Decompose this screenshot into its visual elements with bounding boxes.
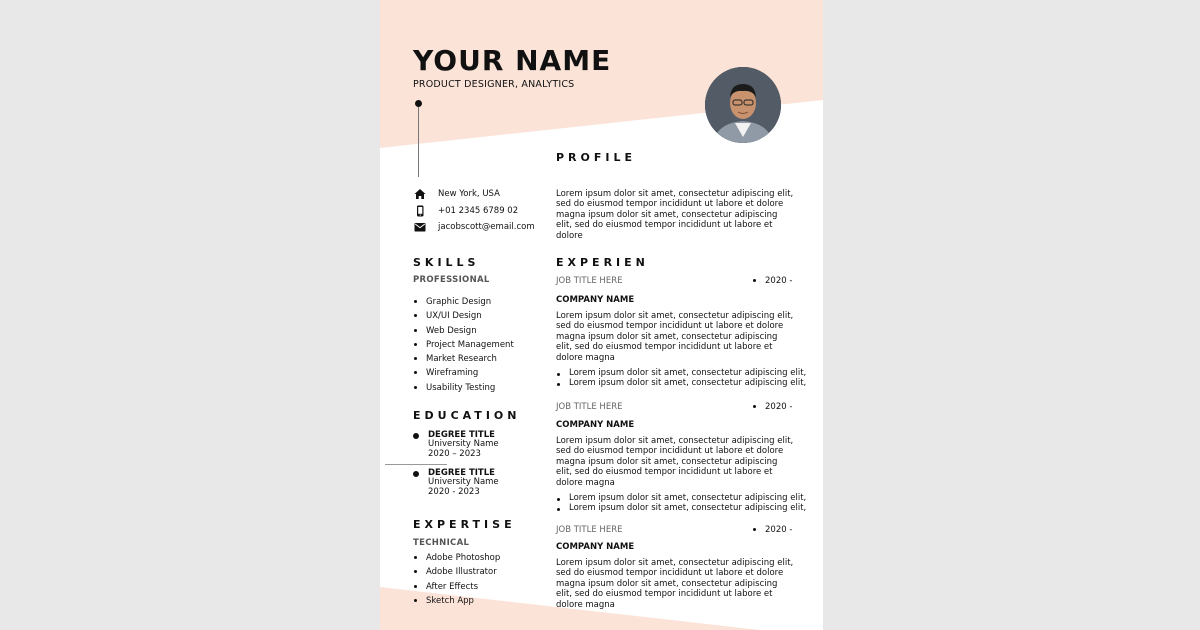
skill-item: Market Research [413, 352, 514, 366]
mail-icon [413, 220, 427, 234]
company-name: COMPANY NAME [556, 420, 635, 430]
degree-title: DEGREE TITLE [428, 430, 495, 440]
skill-item: Web Design [413, 324, 514, 338]
contact-location [413, 187, 500, 201]
home-icon [413, 187, 427, 201]
job-bullets [556, 493, 806, 514]
expertise-item: Adobe Illustrator [413, 565, 500, 579]
contact-phone [413, 204, 518, 218]
candidate-name: YOUR NAME [413, 44, 612, 77]
timeline-dot [415, 100, 422, 107]
contact-text: +01 2345 6789 02 [438, 206, 519, 216]
job-bullets [556, 368, 806, 389]
job-description: Lorem ipsum dolor sit amet, consectetur adipiscing elit, sed do eiusmod tempor incididunt ut labore et dolore magna ipsum dolor sit amet, consectetur adipiscing elit, sed do eiusmod tempor incididunt ut labore et dolore magna [556, 311, 794, 363]
education-heading: EDUCATION [413, 409, 521, 422]
job-bullet: Lorem ipsum dolor sit amet, consectetur adipiscing elit, [556, 378, 806, 388]
job-date: 2020 - [753, 525, 792, 535]
person-photo-icon [705, 67, 781, 143]
profile-heading: PROFILE [556, 151, 637, 164]
job-title: JOB TITLE HERE [556, 525, 623, 535]
education-dot [413, 433, 419, 439]
contact-text: jacobscott@email.com [438, 222, 535, 232]
expertise-item: Adobe Photoshop [413, 551, 500, 565]
degree-title: DEGREE TITLE [428, 468, 495, 478]
skill-item: Usability Testing [413, 381, 514, 395]
phone-icon [413, 204, 427, 218]
skills-subheading: PROFESSIONAL [413, 275, 490, 285]
university-name: University Name [428, 477, 499, 487]
timeline-line [418, 107, 419, 177]
education-divider [385, 464, 447, 465]
company-name: COMPANY NAME [556, 295, 635, 305]
profile-photo [705, 67, 781, 143]
skill-item: Graphic Design [413, 295, 514, 309]
job-description: Lorem ipsum dolor sit amet, consectetur adipiscing elit, sed do eiusmod tempor incididunt ut labore et dolore magna ipsum dolor sit amet, consectetur adipiscing elit, sed do eiusmod tempor incididunt ut labore et dolore magna [556, 436, 794, 488]
skill-item: UX/UI Design [413, 309, 514, 323]
skill-item: Project Management [413, 338, 514, 352]
skill-item: Wireframing [413, 366, 514, 380]
job-date: 2020 - [753, 276, 792, 286]
education-years: 2020 – 2023 [428, 448, 481, 459]
expertise-heading: EXPERTISE [413, 518, 516, 531]
contact-text: New York, USA [438, 189, 500, 199]
job-title: JOB TITLE HERE [556, 402, 623, 412]
job-bullet: Lorem ipsum dolor sit amet, consectetur adipiscing elit, [556, 503, 806, 513]
job-date: 2020 - [753, 402, 792, 412]
company-name: COMPANY NAME [556, 542, 635, 552]
skills-heading: SKILLS [413, 256, 480, 269]
education-entry [428, 468, 499, 497]
job-bullet: Lorem ipsum dolor sit amet, consectetur adipiscing elit, [556, 493, 806, 503]
profile-text: Lorem ipsum dolor sit amet, consectetur adipiscing elit, sed do eiusmod tempor incididunt ut labore et dolore magna ipsum dolor sit amet, consectetur adipiscing elit, sed do eiusmod tempor incididunt ut labore et dolore [556, 189, 794, 241]
education-dot [413, 471, 419, 477]
experience-heading: EXPERIEN [556, 256, 649, 269]
resume-page [380, 0, 823, 630]
expertise-list [413, 551, 500, 608]
university-name: University Name [428, 439, 499, 449]
job-description: Lorem ipsum dolor sit amet, consectetur adipiscing elit, sed do eiusmod tempor incididunt ut labore et dolore magna ipsum dolor sit amet, consectetur adipiscing elit, sed do eiusmod tempor incididunt ut labore et dolore magna [556, 558, 794, 610]
expertise-subheading: TECHNICAL [413, 538, 470, 548]
contact-email [413, 220, 535, 234]
expertise-item: After Effects [413, 580, 500, 594]
job-bullet: Lorem ipsum dolor sit amet, consectetur adipiscing elit, [556, 368, 806, 378]
candidate-role: PRODUCT DESIGNER, ANALYTICS [413, 79, 575, 90]
education-entry [428, 430, 499, 459]
expertise-item: Sketch App [413, 594, 500, 608]
skills-list [413, 295, 514, 395]
education-years: 2020 - 2023 [428, 486, 480, 497]
job-title: JOB TITLE HERE [556, 276, 623, 286]
